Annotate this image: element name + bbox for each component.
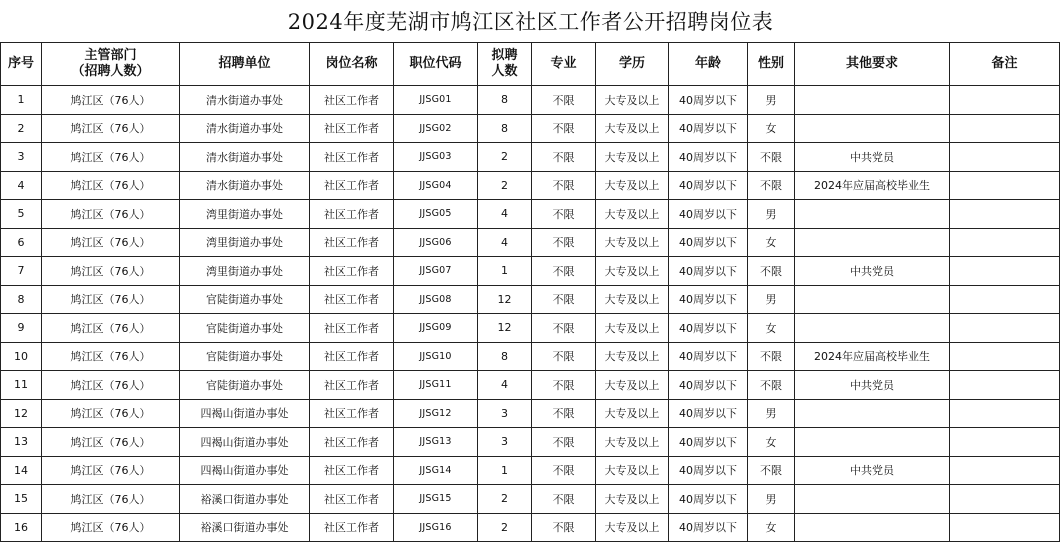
cell-dept: 鸠江区（76人） <box>42 485 180 514</box>
table-row <box>1 228 1060 257</box>
cell-other <box>795 228 950 257</box>
cell-gender: 女 <box>748 513 795 542</box>
cell-dept: 鸠江区（76人） <box>42 143 180 172</box>
table-row <box>1 456 1060 485</box>
cell-age: 40周岁以下 <box>669 171 748 200</box>
header-position: 岗位名称 <box>310 43 394 86</box>
cell-code: JJSG10 <box>394 342 478 371</box>
cell-major: 不限 <box>532 513 596 542</box>
cell-age: 40周岁以下 <box>669 399 748 428</box>
cell-gender: 不限 <box>748 143 795 172</box>
cell-count: 3 <box>478 428 532 457</box>
cell-major: 不限 <box>532 456 596 485</box>
cell-unit: 湾里街道办事处 <box>180 228 310 257</box>
cell-position: 社区工作者 <box>310 257 394 286</box>
cell-code: JJSG02 <box>394 114 478 143</box>
cell-note <box>950 200 1060 229</box>
header-dept-line1: 主管部门 <box>84 48 137 63</box>
cell-education: 大专及以上 <box>596 114 669 143</box>
header-code: 职位代码 <box>394 43 478 86</box>
cell-position: 社区工作者 <box>310 143 394 172</box>
cell-major: 不限 <box>532 200 596 229</box>
cell-seq: 13 <box>1 428 42 457</box>
cell-age: 40周岁以下 <box>669 428 748 457</box>
cell-code: JJSG15 <box>394 485 478 514</box>
recruitment-table <box>0 42 1060 542</box>
cell-major: 不限 <box>532 371 596 400</box>
cell-other <box>795 513 950 542</box>
table-row <box>1 285 1060 314</box>
cell-other: 2024年应届高校毕业生 <box>795 171 950 200</box>
cell-age: 40周岁以下 <box>669 342 748 371</box>
cell-count: 3 <box>478 399 532 428</box>
cell-other: 中共党员 <box>795 257 950 286</box>
cell-count: 1 <box>478 257 532 286</box>
cell-major: 不限 <box>532 399 596 428</box>
cell-position: 社区工作者 <box>310 228 394 257</box>
cell-position: 社区工作者 <box>310 200 394 229</box>
cell-note <box>950 485 1060 514</box>
header-unit: 招聘单位 <box>180 43 310 86</box>
cell-other <box>795 428 950 457</box>
cell-dept: 鸠江区（76人） <box>42 371 180 400</box>
cell-education: 大专及以上 <box>596 314 669 343</box>
table-row <box>1 399 1060 428</box>
cell-other <box>795 114 950 143</box>
cell-seq: 12 <box>1 399 42 428</box>
cell-count: 8 <box>478 342 532 371</box>
cell-gender: 男 <box>748 285 795 314</box>
cell-note <box>950 171 1060 200</box>
cell-age: 40周岁以下 <box>669 485 748 514</box>
cell-count: 4 <box>478 228 532 257</box>
table-row <box>1 513 1060 542</box>
cell-gender: 女 <box>748 114 795 143</box>
cell-count: 2 <box>478 485 532 514</box>
cell-count: 4 <box>478 200 532 229</box>
cell-age: 40周岁以下 <box>669 513 748 542</box>
header-row <box>1 43 1060 86</box>
cell-dept: 鸠江区（76人） <box>42 86 180 115</box>
cell-position: 社区工作者 <box>310 456 394 485</box>
cell-code: JJSG05 <box>394 200 478 229</box>
cell-major: 不限 <box>532 171 596 200</box>
table-row <box>1 200 1060 229</box>
cell-dept: 鸠江区（76人） <box>42 314 180 343</box>
cell-dept: 鸠江区（76人） <box>42 200 180 229</box>
cell-other: 中共党员 <box>795 456 950 485</box>
cell-dept: 鸠江区（76人） <box>42 171 180 200</box>
cell-age: 40周岁以下 <box>669 456 748 485</box>
cell-note <box>950 285 1060 314</box>
cell-age: 40周岁以下 <box>669 143 748 172</box>
cell-gender: 不限 <box>748 342 795 371</box>
cell-note <box>950 86 1060 115</box>
cell-code: JJSG03 <box>394 143 478 172</box>
cell-note <box>950 314 1060 343</box>
cell-major: 不限 <box>532 314 596 343</box>
cell-age: 40周岁以下 <box>669 257 748 286</box>
cell-other <box>795 86 950 115</box>
cell-position: 社区工作者 <box>310 513 394 542</box>
table-header <box>1 43 1060 86</box>
header-dept <box>42 43 180 86</box>
cell-count: 4 <box>478 371 532 400</box>
cell-position: 社区工作者 <box>310 342 394 371</box>
cell-code: JJSG06 <box>394 228 478 257</box>
header-gender: 性别 <box>748 43 795 86</box>
header-dept-line2: （招聘人数） <box>71 64 150 79</box>
cell-other: 2024年应届高校毕业生 <box>795 342 950 371</box>
header-major: 专业 <box>532 43 596 86</box>
cell-unit: 裕溪口街道办事处 <box>180 485 310 514</box>
cell-education: 大专及以上 <box>596 200 669 229</box>
cell-code: JJSG07 <box>394 257 478 286</box>
cell-other <box>795 200 950 229</box>
cell-seq: 10 <box>1 342 42 371</box>
cell-unit: 湾里街道办事处 <box>180 200 310 229</box>
cell-major: 不限 <box>532 228 596 257</box>
cell-count: 8 <box>478 114 532 143</box>
cell-position: 社区工作者 <box>310 371 394 400</box>
cell-seq: 7 <box>1 257 42 286</box>
cell-seq: 3 <box>1 143 42 172</box>
cell-age: 40周岁以下 <box>669 371 748 400</box>
cell-seq: 9 <box>1 314 42 343</box>
table-row <box>1 428 1060 457</box>
cell-other: 中共党员 <box>795 371 950 400</box>
cell-dept: 鸠江区（76人） <box>42 513 180 542</box>
cell-code: JJSG14 <box>394 456 478 485</box>
cell-other: 中共党员 <box>795 143 950 172</box>
cell-unit: 裕溪口街道办事处 <box>180 513 310 542</box>
cell-seq: 4 <box>1 171 42 200</box>
cell-seq: 2 <box>1 114 42 143</box>
cell-unit: 官陡街道办事处 <box>180 371 310 400</box>
header-age: 年龄 <box>669 43 748 86</box>
cell-code: JJSG01 <box>394 86 478 115</box>
cell-education: 大专及以上 <box>596 342 669 371</box>
cell-count: 8 <box>478 86 532 115</box>
cell-unit: 官陡街道办事处 <box>180 314 310 343</box>
cell-code: JJSG04 <box>394 171 478 200</box>
cell-count: 2 <box>478 171 532 200</box>
cell-note <box>950 428 1060 457</box>
header-count-line1: 拟聘 <box>491 48 518 63</box>
cell-other <box>795 485 950 514</box>
cell-position: 社区工作者 <box>310 114 394 143</box>
cell-age: 40周岁以下 <box>669 86 748 115</box>
header-education: 学历 <box>596 43 669 86</box>
cell-education: 大专及以上 <box>596 399 669 428</box>
cell-seq: 1 <box>1 86 42 115</box>
table-row <box>1 342 1060 371</box>
cell-seq: 8 <box>1 285 42 314</box>
cell-note <box>950 228 1060 257</box>
cell-code: JJSG12 <box>394 399 478 428</box>
cell-major: 不限 <box>532 143 596 172</box>
cell-dept: 鸠江区（76人） <box>42 456 180 485</box>
cell-seq: 5 <box>1 200 42 229</box>
cell-dept: 鸠江区（76人） <box>42 228 180 257</box>
cell-code: JJSG11 <box>394 371 478 400</box>
cell-seq: 11 <box>1 371 42 400</box>
cell-education: 大专及以上 <box>596 171 669 200</box>
table-row <box>1 171 1060 200</box>
table-row <box>1 485 1060 514</box>
cell-gender: 不限 <box>748 371 795 400</box>
cell-education: 大专及以上 <box>596 485 669 514</box>
cell-note <box>950 371 1060 400</box>
cell-gender: 不限 <box>748 257 795 286</box>
document-title: 2024年度芜湖市鸠江区社区工作者公开招聘岗位表 <box>287 10 774 34</box>
cell-seq: 15 <box>1 485 42 514</box>
cell-education: 大专及以上 <box>596 456 669 485</box>
cell-unit: 四褐山街道办事处 <box>180 428 310 457</box>
cell-education: 大专及以上 <box>596 371 669 400</box>
cell-major: 不限 <box>532 428 596 457</box>
cell-position: 社区工作者 <box>310 485 394 514</box>
cell-unit: 湾里街道办事处 <box>180 257 310 286</box>
cell-note <box>950 257 1060 286</box>
cell-education: 大专及以上 <box>596 257 669 286</box>
cell-age: 40周岁以下 <box>669 228 748 257</box>
cell-code: JJSG08 <box>394 285 478 314</box>
cell-seq: 16 <box>1 513 42 542</box>
cell-code: JJSG16 <box>394 513 478 542</box>
cell-major: 不限 <box>532 342 596 371</box>
cell-gender: 不限 <box>748 456 795 485</box>
cell-note <box>950 513 1060 542</box>
table-row <box>1 314 1060 343</box>
cell-unit: 清水街道办事处 <box>180 114 310 143</box>
cell-gender: 不限 <box>748 171 795 200</box>
cell-count: 12 <box>478 285 532 314</box>
cell-note <box>950 342 1060 371</box>
cell-dept: 鸠江区（76人） <box>42 342 180 371</box>
table-row <box>1 371 1060 400</box>
cell-gender: 女 <box>748 228 795 257</box>
table-body <box>1 86 1060 542</box>
cell-note <box>950 114 1060 143</box>
cell-major: 不限 <box>532 257 596 286</box>
cell-gender: 男 <box>748 485 795 514</box>
cell-other <box>795 399 950 428</box>
table-row <box>1 114 1060 143</box>
cell-dept: 鸠江区（76人） <box>42 285 180 314</box>
cell-major: 不限 <box>532 485 596 514</box>
cell-education: 大专及以上 <box>596 513 669 542</box>
cell-unit: 四褐山街道办事处 <box>180 399 310 428</box>
cell-dept: 鸠江区（76人） <box>42 257 180 286</box>
cell-position: 社区工作者 <box>310 86 394 115</box>
cell-major: 不限 <box>532 86 596 115</box>
cell-count: 2 <box>478 143 532 172</box>
cell-unit: 清水街道办事处 <box>180 86 310 115</box>
cell-seq: 6 <box>1 228 42 257</box>
header-note: 备注 <box>950 43 1060 86</box>
cell-education: 大专及以上 <box>596 228 669 257</box>
table-row <box>1 86 1060 115</box>
cell-age: 40周岁以下 <box>669 314 748 343</box>
cell-position: 社区工作者 <box>310 399 394 428</box>
header-count <box>478 43 532 86</box>
header-count-line2: 人数 <box>491 64 518 79</box>
cell-seq: 14 <box>1 456 42 485</box>
cell-dept: 鸠江区（76人） <box>42 399 180 428</box>
cell-major: 不限 <box>532 114 596 143</box>
cell-dept: 鸠江区（76人） <box>42 428 180 457</box>
cell-position: 社区工作者 <box>310 314 394 343</box>
cell-count: 2 <box>478 513 532 542</box>
cell-note <box>950 456 1060 485</box>
cell-other <box>795 285 950 314</box>
cell-position: 社区工作者 <box>310 428 394 457</box>
cell-gender: 男 <box>748 200 795 229</box>
cell-position: 社区工作者 <box>310 171 394 200</box>
cell-note <box>950 143 1060 172</box>
cell-dept: 鸠江区（76人） <box>42 114 180 143</box>
cell-count: 12 <box>478 314 532 343</box>
cell-age: 40周岁以下 <box>669 200 748 229</box>
header-seq: 序号 <box>1 43 42 86</box>
cell-age: 40周岁以下 <box>669 285 748 314</box>
cell-gender: 男 <box>748 86 795 115</box>
cell-unit: 四褐山街道办事处 <box>180 456 310 485</box>
cell-unit: 清水街道办事处 <box>180 171 310 200</box>
cell-gender: 女 <box>748 428 795 457</box>
cell-note <box>950 399 1060 428</box>
cell-gender: 女 <box>748 314 795 343</box>
cell-position: 社区工作者 <box>310 285 394 314</box>
cell-unit: 官陡街道办事处 <box>180 285 310 314</box>
table-row <box>1 143 1060 172</box>
cell-age: 40周岁以下 <box>669 114 748 143</box>
cell-unit: 官陡街道办事处 <box>180 342 310 371</box>
cell-education: 大专及以上 <box>596 285 669 314</box>
header-other: 其他要求 <box>795 43 950 86</box>
cell-gender: 男 <box>748 399 795 428</box>
table-row <box>1 257 1060 286</box>
cell-education: 大专及以上 <box>596 143 669 172</box>
cell-count: 1 <box>478 456 532 485</box>
cell-unit: 清水街道办事处 <box>180 143 310 172</box>
cell-education: 大专及以上 <box>596 86 669 115</box>
cell-education: 大专及以上 <box>596 428 669 457</box>
cell-code: JJSG09 <box>394 314 478 343</box>
cell-code: JJSG13 <box>394 428 478 457</box>
cell-major: 不限 <box>532 285 596 314</box>
cell-other <box>795 314 950 343</box>
